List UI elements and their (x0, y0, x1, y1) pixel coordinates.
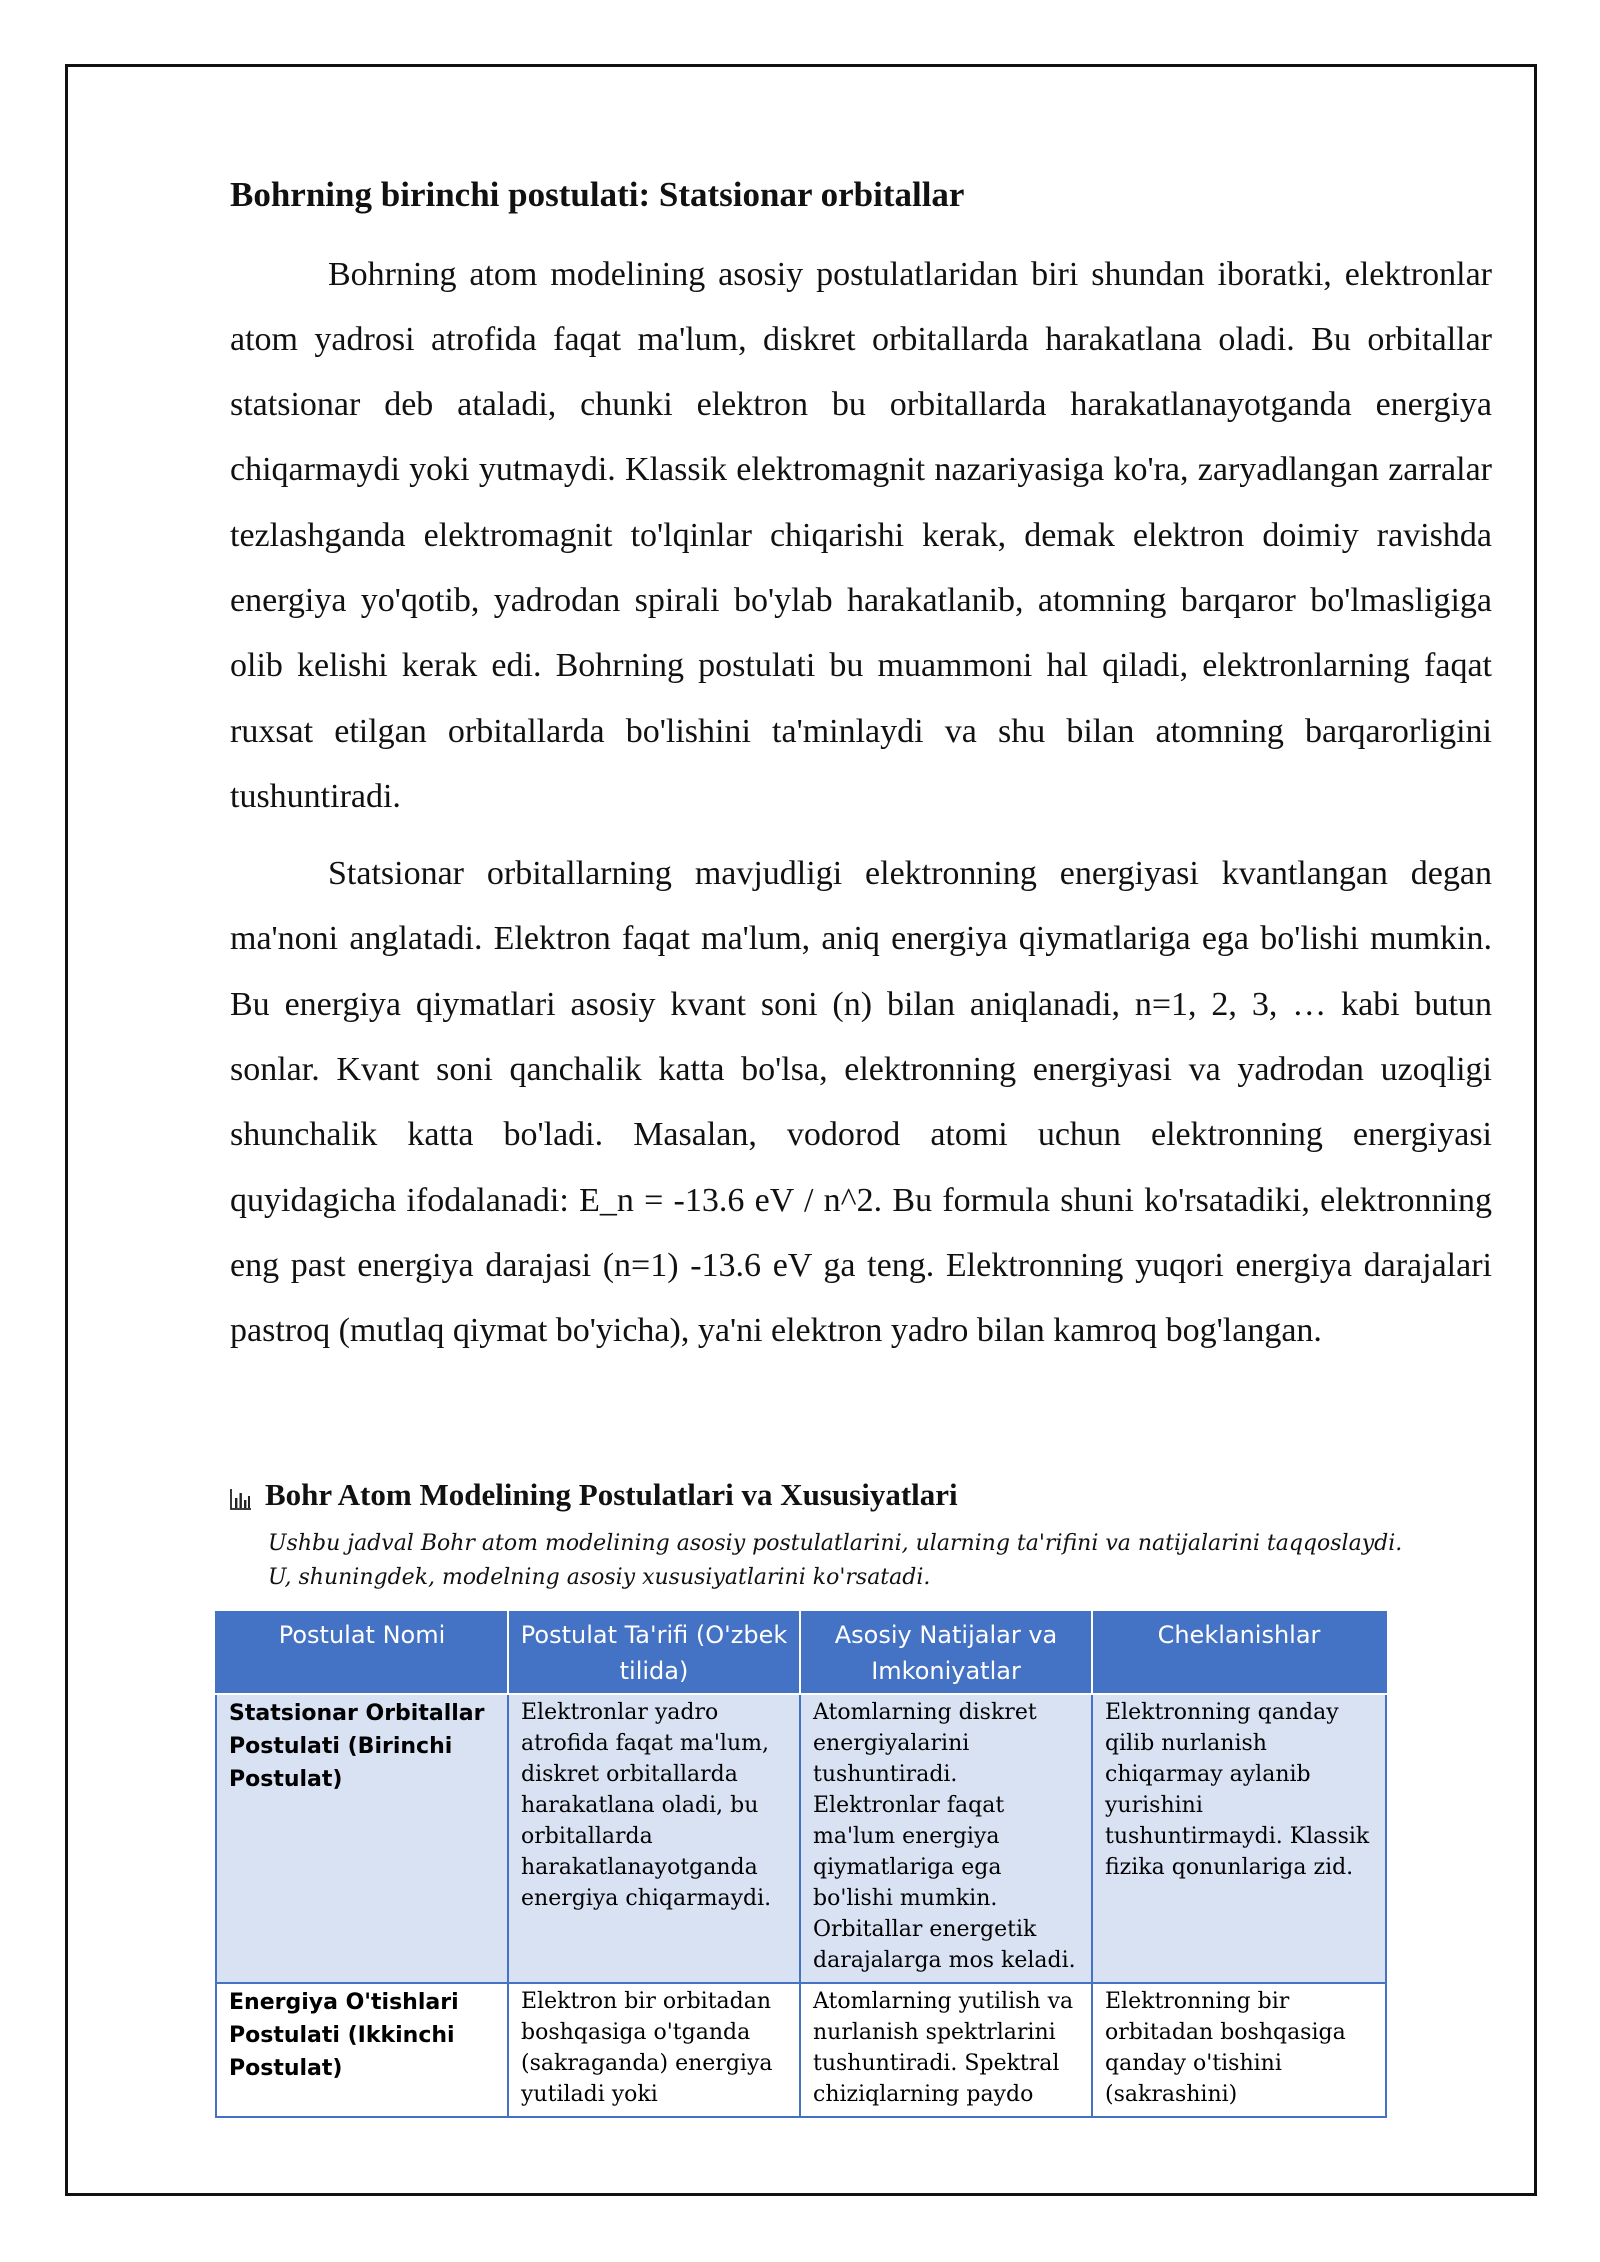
header-cheklanishlar: Cheklanishlar (1092, 1612, 1386, 1694)
bar-chart-icon (229, 1483, 253, 1507)
table-caption: Ushbu jadval Bohr atom modelining asosiy postulatlarini, ularning ta'rifini va natijalarini taqqoslaydi. U, shuningdek, modelning asosiy xususiyatlarini ko'rsatadi. (268, 1531, 1403, 1590)
table-title-text: Bohr Atom Modelining Postulatlari va Xususiyatlari (265, 1477, 958, 1512)
table-row (216, 1694, 1386, 1983)
section-heading: Bohrning birinchi postulati: Statsionar orbitallar (230, 175, 965, 214)
header-asosiy-natijalar: Asosiy Natijalar va Imkoniyatlar (800, 1612, 1092, 1694)
table-row (216, 1983, 1386, 2117)
paragraph-2: Statsionar orbitallarning mavjudligi elektronning energiyasi kvantlangan degan ma'noni anglatadi. Elektron faqat ma'lum, aniq energiya qiymatlariga ega bo'lishi mumkin. Bu energiya qiymatlari asosiy kvant soni (n) bilan aniqlanadi, n=1, 2, 3, … kabi butun sonlar. Kvant soni qanchalik katta bo'lsa, elektronning energiyasi va yadrodan uzoqligi shunchalik katta bo'ladi. Masalan, vodorod atomi uchun elektronning energiyasi quyidagicha ifodalanadi: E_n = -13.6 eV / n^2. Bu formula shuni ko'rsatadiki, elektronning eng past energiya darajasi (n=1) -13.6 eV ga teng. Elektronning yuqori energiya darajalari pastroq (mutlaq qiymat bo'yicha), ya'ni elektron yadro bilan kamroq bog'langan. (230, 855, 1492, 1350)
postulates-table (215, 1611, 1387, 2118)
table-title (229, 1477, 1385, 1513)
cell-results: Atomlarning yutilish va nurlanish spektrlarini tushuntiradi. Spektral chiziqlarning paydo (800, 1983, 1092, 2117)
header-postulat-nomi: Postulat Nomi (216, 1612, 508, 1694)
cell-definition: Elektron bir orbitadan boshqasiga o'tganda (sakraganda) energiya yutiladi yoki (508, 1983, 800, 2117)
document-body (230, 172, 1492, 1376)
cell-results: Atomlarning diskret energiyalarini tushuntiradi. Elektronlar faqat ma'lum energiya qiymatlariga ega bo'lishi mumkin. Orbitallar energetik darajalarga mos keladi. (800, 1694, 1092, 1983)
cell-definition: Elektronlar yadro atrofida faqat ma'lum, diskret orbitallarda harakatlana oladi, bu orbitallarda harakatlanayotganda energiya chiqarmaydi. (508, 1694, 800, 1983)
cell-name: Statsionar Orbitallar Postulati (Birinchi Postulat) (216, 1694, 508, 1983)
paragraph-1: Bohrning atom modelining asosiy postulatlaridan biri shundan iboratki, elektronlar atom yadrosi atrofida faqat ma'lum, diskret orbitallarda harakatlana oladi. Bu orbitallar statsionar deb ataladi, chunki elektron bu orbitallarda harakatlanayotganda energiya chiqarmaydi yoki yutmaydi. Klassik elektromagnit nazariyasiga ko'ra, zaryadlangan zarralar tezlashganda elektromagnit to'lqinlar chiqarishi kerak, demak elektron doimiy ravishda energiya yo'qotib, yadrodan spirali bo'ylab harakatlanib, atomning barqaror bo'lmasligiga olib kelishi kerak edi. Bohrning postulati bu muammoni hal qiladi, elektronlarning faqat ruxsat etilgan orbitallarda bo'lishini ta'minlaydi va shu bilan atomning barqarorligini tushuntiradi. (230, 255, 1492, 815)
header-postulat-tarifi: Postulat Ta'rifi (O'zbek tilida) (508, 1612, 800, 1694)
cell-limitations: Elektronning qanday qilib nurlanish chiqarmay aylanib yurishini tushuntirmaydi. Klassik fizika qonunlariga zid. (1092, 1694, 1386, 1983)
cell-limitations: Elektronning bir orbitadan boshqasiga qanday o'tishini (sakrashini) (1092, 1983, 1386, 2117)
table-block (215, 1477, 1403, 2118)
cell-name: Energiya O'tishlari Postulati (Ikkinchi Postulat) (216, 1983, 508, 2117)
table-header-row (216, 1612, 1386, 1694)
